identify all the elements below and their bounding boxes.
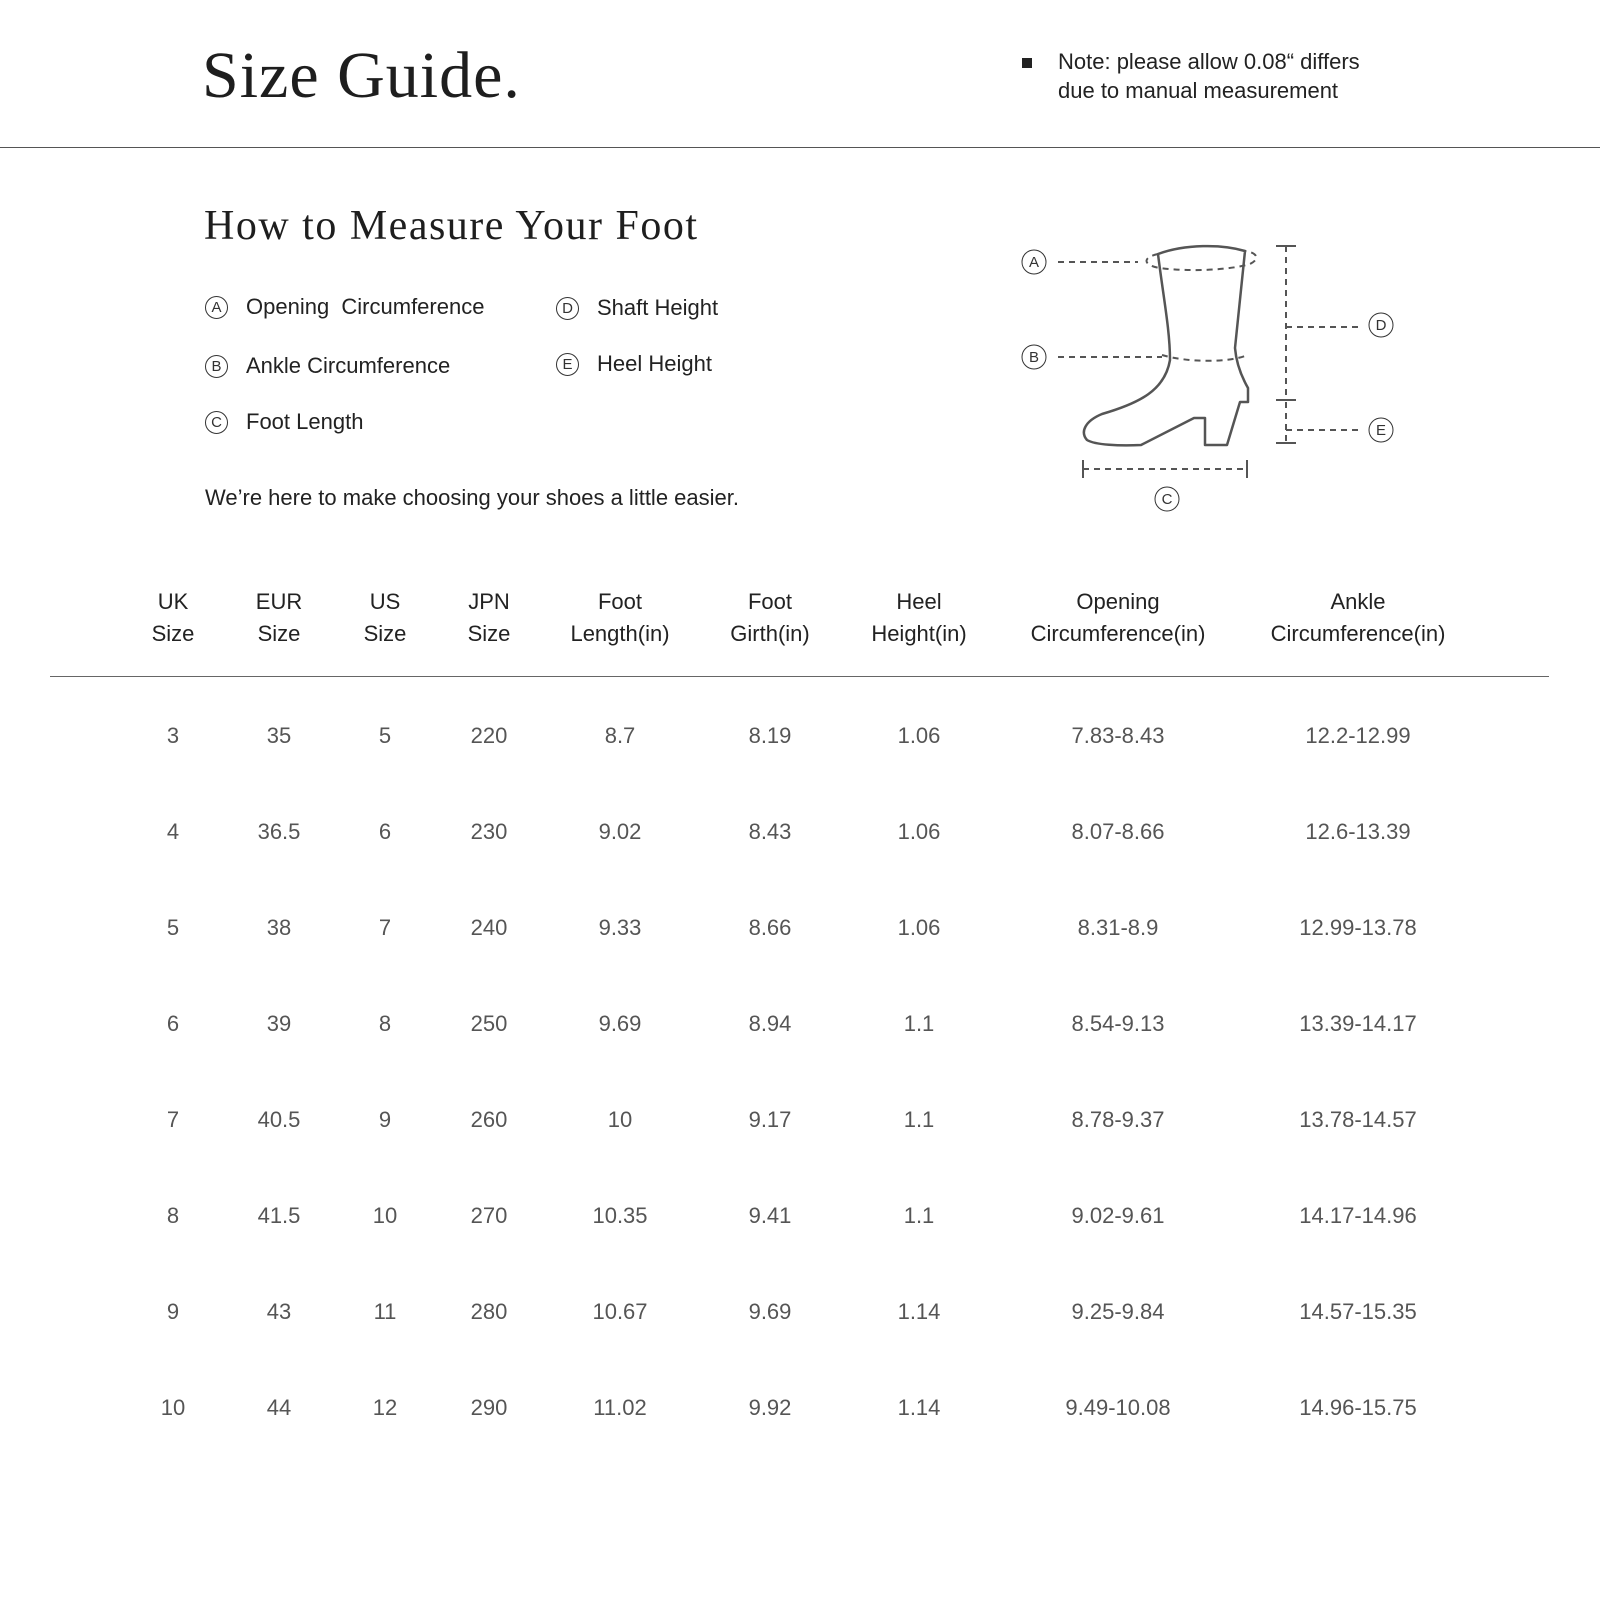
table-cell-opening-circumference: 8.78-9.37: [1071, 1107, 1165, 1132]
legend-label-b: Ankle Circumference: [246, 353, 451, 378]
tagline: We’re here to make choosing your shoes a little easier.: [205, 485, 739, 510]
legend-item-b: [205, 353, 450, 379]
circled-letter-d-icon: D: [556, 297, 579, 320]
column-header-jpn-size: [468, 586, 511, 650]
table-cell-foot-girth: 8.43: [748, 819, 792, 844]
table-cell-us-size: 9: [378, 1107, 392, 1132]
table-cell-us-size: 6: [378, 819, 392, 844]
table-cell-ankle-circumference: 14.96-15.75: [1299, 1395, 1417, 1420]
column-header-line: UK: [157, 589, 189, 614]
column-header-opening-circumference: [1031, 586, 1206, 650]
table-cell-eur-size: 38: [266, 915, 292, 940]
table-cell-foot-length: 10.35: [592, 1203, 648, 1228]
column-header-eur-size: [256, 586, 302, 650]
table-cell-opening-circumference: 8.07-8.66: [1071, 819, 1165, 844]
table-cell-us-size: 10: [372, 1203, 398, 1228]
column-header-ankle-circumference: [1271, 586, 1446, 650]
table-cell-opening-circumference: 9.49-10.08: [1065, 1395, 1171, 1420]
table-cell-foot-girth: 8.19: [748, 723, 792, 748]
column-header-line: Opening: [1076, 589, 1160, 614]
table-cell-foot-length: 11.02: [593, 1395, 647, 1420]
table-cell-jpn-size: 230: [470, 819, 508, 844]
measurement-ticks-icon: [1083, 246, 1296, 478]
table-cell-uk-size: 3: [166, 723, 180, 748]
legend-item-e: [556, 351, 712, 377]
table-cell-eur-size: 35: [266, 723, 292, 748]
table-cell-heel-height: 1.1: [903, 1107, 935, 1132]
column-header-uk-size: [152, 586, 195, 650]
table-cell-foot-length: 10: [607, 1107, 633, 1132]
column-header-line: Heel: [896, 589, 942, 614]
table-cell-opening-circumference: 8.31-8.9: [1077, 915, 1159, 940]
diagram-letter-labels: [1022, 250, 1393, 511]
table-cell-jpn-size: 280: [470, 1299, 508, 1324]
table-cell-uk-size: 6: [166, 1011, 180, 1036]
table-cell-eur-size: 36.5: [257, 819, 301, 844]
table-cell-foot-girth: 9.41: [748, 1203, 792, 1228]
table-cell-foot-length: 10.67: [592, 1299, 648, 1324]
table-cell-uk-size: 7: [166, 1107, 180, 1132]
column-header-us-size: [364, 586, 407, 650]
legend-label-e: Heel Height: [597, 351, 712, 376]
column-header-line: JPN: [468, 589, 510, 614]
table-cell-foot-length: 8.7: [604, 723, 636, 748]
table-header-divider: [50, 676, 1549, 677]
circled-letter-a-icon: A: [205, 296, 228, 319]
table-cell-heel-height: 1.14: [897, 1395, 941, 1420]
measurement-note: [1058, 47, 1478, 105]
column-header-line: Foot: [597, 589, 643, 614]
legend-label-c: Foot Length: [246, 409, 364, 434]
page-title: Size Guide.: [202, 39, 521, 112]
table-cell-uk-size: 4: [166, 819, 180, 844]
table-cell-us-size: 12: [372, 1395, 398, 1420]
table-cell-us-size: 5: [378, 723, 392, 748]
column-header-heel-height: [871, 586, 966, 650]
table-cell-eur-size: 41.5: [257, 1203, 301, 1228]
table-cell-opening-circumference: 9.02-9.61: [1071, 1203, 1165, 1228]
table-cell-eur-size: 39: [266, 1011, 292, 1036]
table-cell-ankle-circumference: 14.17-14.96: [1299, 1203, 1417, 1228]
legend-label-a: Opening Circumference: [246, 294, 485, 319]
legend-item-a: [205, 294, 484, 320]
column-header-line: Foot: [747, 589, 793, 614]
table-cell-eur-size: 43: [266, 1299, 292, 1324]
diagram-label-e: E: [1375, 422, 1387, 439]
circled-letter-b-icon: B: [205, 355, 228, 378]
table-cell-ankle-circumference: 12.99-13.78: [1299, 915, 1417, 940]
table-cell-foot-length: 9.69: [598, 1011, 642, 1036]
table-cell-foot-length: 9.02: [598, 819, 642, 844]
table-cell-jpn-size: 260: [470, 1107, 508, 1132]
column-header-line: Size: [467, 621, 511, 646]
table-cell-heel-height: 1.06: [897, 819, 941, 844]
table-cell-foot-girth: 8.94: [748, 1011, 792, 1036]
table-cell-uk-size: 8: [166, 1203, 180, 1228]
table-cell-jpn-size: 250: [470, 1011, 508, 1036]
table-cell-jpn-size: 290: [470, 1395, 508, 1420]
table-cell-heel-height: 1.14: [897, 1299, 941, 1324]
table-cell-ankle-circumference: 13.39-14.17: [1299, 1011, 1417, 1036]
column-header-foot-girth: [730, 586, 809, 650]
table-cell-uk-size: 10: [160, 1395, 186, 1420]
circled-letter-e-icon: E: [556, 353, 579, 376]
column-header-line: Girth(in): [730, 621, 810, 646]
legend-item-d: [556, 295, 718, 321]
boot-measurement-diagram-icon: [1000, 230, 1420, 520]
legend-item-c: [205, 409, 363, 435]
table-cell-ankle-circumference: 12.6-13.39: [1305, 819, 1411, 844]
table-cell-ankle-circumference: 13.78-14.57: [1299, 1107, 1417, 1132]
table-cell-eur-size: 44: [266, 1395, 292, 1420]
column-header-line: Length(in): [570, 621, 670, 646]
column-header-line: Height(in): [871, 621, 967, 646]
table-cell-foot-length: 9.33: [598, 915, 642, 940]
header-divider: [0, 147, 1600, 148]
column-header-line: EUR: [255, 589, 303, 614]
note-line-2: due to manual measurement: [1058, 78, 1339, 103]
diagram-label-d: D: [1375, 317, 1387, 334]
table-cell-heel-height: 1.1: [903, 1203, 935, 1228]
table-cell-foot-girth: 8.66: [748, 915, 792, 940]
table-cell-heel-height: 1.06: [897, 723, 941, 748]
diagram-label-a: A: [1028, 254, 1040, 271]
column-header-line: Circumference(in): [1270, 621, 1446, 646]
measure-section-title: How to Measure Your Foot: [204, 203, 699, 249]
table-cell-heel-height: 1.06: [897, 915, 941, 940]
column-header-line: Size: [257, 621, 301, 646]
table-cell-jpn-size: 240: [470, 915, 508, 940]
table-cell-ankle-circumference: 14.57-15.35: [1299, 1299, 1417, 1324]
table-cell-uk-size: 9: [166, 1299, 180, 1324]
table-cell-us-size: 8: [378, 1011, 392, 1036]
column-header-line: Size: [363, 621, 407, 646]
table-cell-jpn-size: 270: [470, 1203, 508, 1228]
column-header-line: Ankle: [1330, 589, 1386, 614]
table-cell-us-size: 7: [378, 915, 392, 940]
column-header-line: Circumference(in): [1030, 621, 1206, 646]
column-header-foot-length: [570, 586, 669, 650]
diagram-label-b: B: [1028, 349, 1040, 366]
diagram-label-c: C: [1161, 491, 1173, 508]
legend-label-d: Shaft Height: [597, 295, 719, 320]
table-cell-heel-height: 1.1: [903, 1011, 935, 1036]
table-cell-jpn-size: 220: [470, 723, 508, 748]
column-header-line: Size: [151, 621, 195, 646]
table-cell-ankle-circumference: 12.2-12.99: [1305, 723, 1411, 748]
table-cell-foot-girth: 9.17: [748, 1107, 792, 1132]
note-bullet-icon: [1022, 58, 1032, 68]
table-cell-us-size: 11: [373, 1299, 397, 1324]
table-cell-opening-circumference: 9.25-9.84: [1071, 1299, 1165, 1324]
table-cell-opening-circumference: 8.54-9.13: [1071, 1011, 1165, 1036]
table-cell-eur-size: 40.5: [257, 1107, 301, 1132]
table-cell-opening-circumference: 7.83-8.43: [1071, 723, 1165, 748]
column-header-line: US: [369, 589, 401, 614]
boot-outline-icon: [1084, 246, 1248, 445]
table-cell-uk-size: 5: [166, 915, 180, 940]
note-line-1: Note: please allow 0.08“ differs: [1058, 49, 1360, 74]
table-cell-foot-girth: 9.92: [748, 1395, 792, 1420]
measurement-guides-icon: [1058, 246, 1360, 469]
circled-letter-c-icon: C: [205, 411, 228, 434]
table-cell-foot-girth: 9.69: [748, 1299, 792, 1324]
